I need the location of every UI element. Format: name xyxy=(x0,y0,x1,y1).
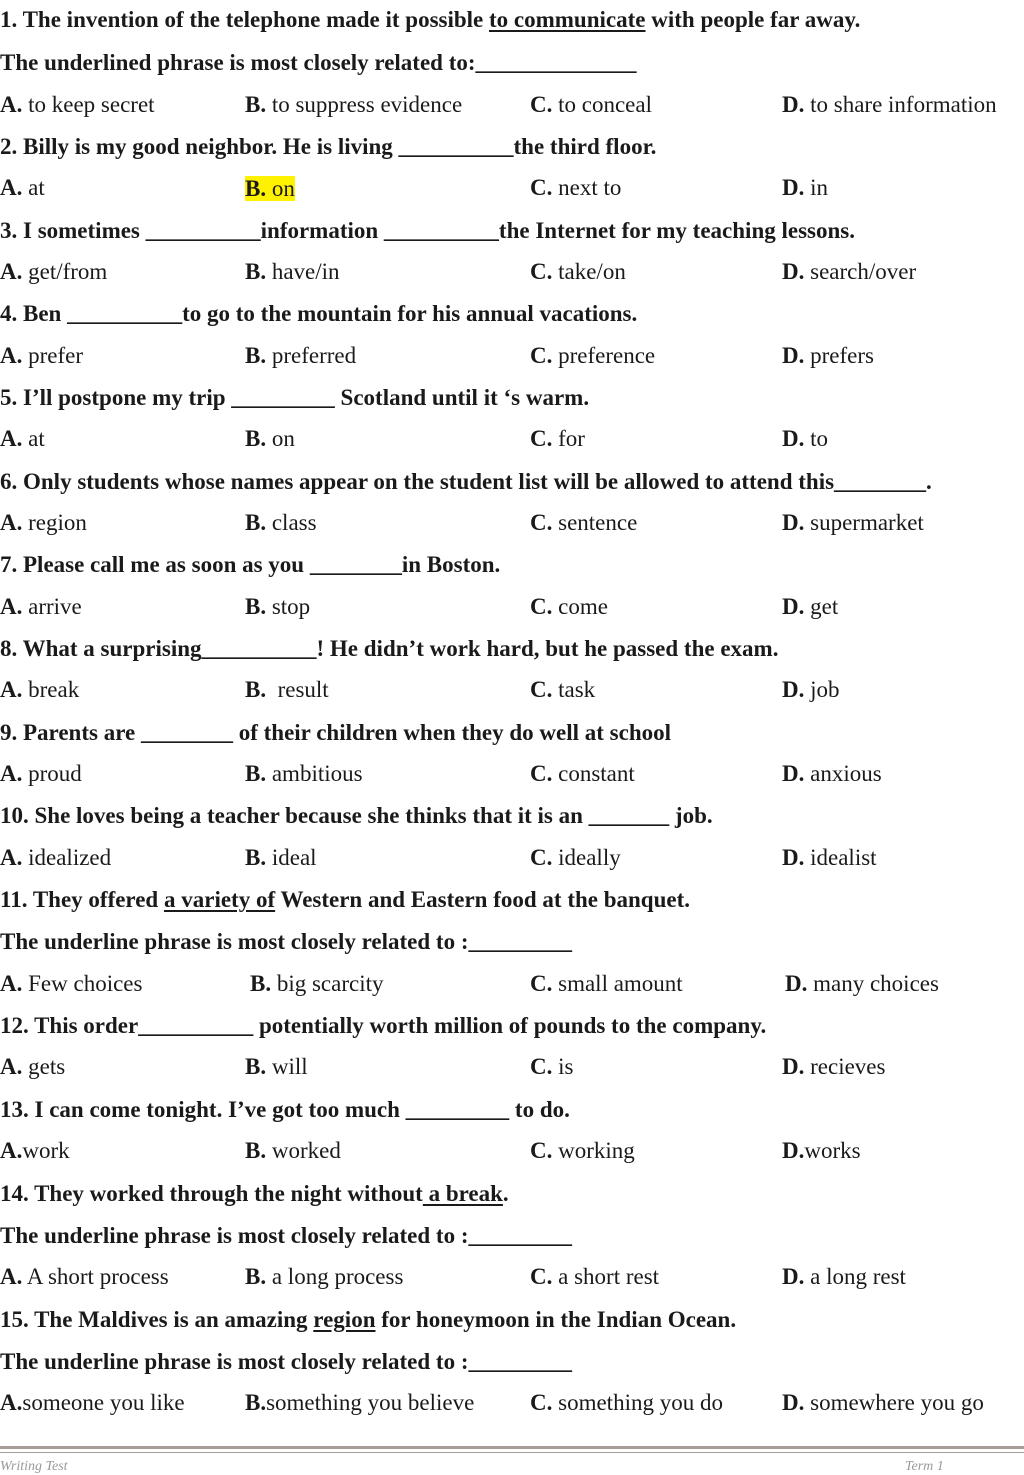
option-text: constant xyxy=(552,761,635,786)
option-text: a long rest xyxy=(804,1264,906,1289)
option-letter: C. xyxy=(530,259,553,284)
question-text: 7. Please call me as soon as you ________in Boston. xyxy=(0,552,501,577)
option-text: to share information xyxy=(804,92,997,117)
option-letter: D. xyxy=(782,1390,805,1415)
option-6-c[interactable] xyxy=(530,511,637,534)
question-text: 2. Billy is my good neighbor. He is living __________the third floor. xyxy=(0,134,657,159)
footer-left-text: Writing Test xyxy=(0,1459,68,1474)
underlined-phrase: a break xyxy=(422,1181,503,1206)
footer-rule xyxy=(0,1446,1024,1449)
option-text: idealized xyxy=(22,845,112,870)
question-13 xyxy=(0,1098,570,1121)
option-text: break xyxy=(22,677,80,702)
option-letter: D. xyxy=(785,971,808,996)
option-text: stop xyxy=(266,594,311,619)
footer-right-text: Term 1 xyxy=(905,1459,944,1474)
option-letter: D. xyxy=(782,845,805,870)
option-text: on xyxy=(266,426,295,451)
question-text: 4. Ben __________to go to the mountain for his annual vacations. xyxy=(0,301,638,326)
option-letter: C. xyxy=(530,1390,553,1415)
question-14-prompt: The underline phrase is most closely related to :_________ xyxy=(0,1223,572,1248)
question-2 xyxy=(0,135,656,158)
option-letter: B. xyxy=(245,343,267,368)
option-text: idealist xyxy=(804,845,877,870)
option-text: ideal xyxy=(266,845,317,870)
option-text: work xyxy=(22,1138,70,1163)
option-letter: D. xyxy=(782,259,805,284)
option-letter: A. xyxy=(0,1138,23,1163)
option-text: a long process xyxy=(266,1264,404,1289)
option-letter: B. xyxy=(245,92,267,117)
option-12-b[interactable] xyxy=(245,1055,308,1078)
footer-rule-thin xyxy=(0,1452,1024,1453)
option-text: at xyxy=(22,175,45,200)
option-text: preferred xyxy=(266,343,357,368)
question-text: 15. The Maldives is an amazing xyxy=(0,1307,314,1332)
option-letter: A. xyxy=(0,971,23,996)
option-text: result xyxy=(266,677,329,702)
option-letter: A. xyxy=(0,594,23,619)
option-letter: C. xyxy=(530,510,553,535)
option-letter: A. xyxy=(0,343,23,368)
option-text: class xyxy=(266,510,317,535)
option-11-d[interactable] xyxy=(785,972,939,995)
option-letter: A. xyxy=(0,1390,23,1415)
option-text: get/from xyxy=(22,259,108,284)
option-5-c[interactable] xyxy=(530,427,585,450)
option-letter: C. xyxy=(530,1138,553,1163)
option-text: many choices xyxy=(807,971,939,996)
option-text: preference xyxy=(552,343,656,368)
option-letter: D. xyxy=(782,1264,805,1289)
option-3-c[interactable] xyxy=(530,260,626,283)
option-letter: B. xyxy=(245,1138,267,1163)
option-text: anxious xyxy=(804,761,882,786)
option-3-a[interactable] xyxy=(0,260,107,283)
option-letter: D. xyxy=(782,594,805,619)
option-14-b[interactable] xyxy=(245,1265,403,1288)
option-text: search/over xyxy=(804,259,917,284)
option-9-c[interactable] xyxy=(530,762,635,785)
option-text: gets xyxy=(22,1054,66,1079)
option-4-b[interactable] xyxy=(245,344,356,367)
question-text: 6. Only students whose names appear on the student list will be allowed to attend this________. xyxy=(0,469,932,494)
question-12 xyxy=(0,1014,766,1037)
option-6-b[interactable] xyxy=(245,511,317,534)
option-letter: B. xyxy=(245,1054,267,1079)
option-10-a[interactable] xyxy=(0,846,111,869)
option-text: next to xyxy=(552,175,622,200)
option-letter: A. xyxy=(0,175,23,200)
option-11-c[interactable] xyxy=(530,972,683,995)
option-1-c[interactable] xyxy=(530,93,652,116)
option-7-b[interactable] xyxy=(245,595,310,618)
option-text: is xyxy=(552,1054,574,1079)
option-letter: D. xyxy=(782,761,805,786)
option-15-d[interactable] xyxy=(782,1391,984,1414)
option-15-b[interactable] xyxy=(245,1391,474,1414)
option-text: on xyxy=(266,176,295,201)
option-4-d[interactable] xyxy=(782,344,874,367)
question-text: 11. They offered xyxy=(0,887,164,912)
question-4 xyxy=(0,302,637,325)
option-letter: A. xyxy=(0,426,23,451)
option-14-c[interactable] xyxy=(530,1265,659,1288)
question-1 xyxy=(0,8,860,31)
option-text: come xyxy=(552,594,608,619)
option-text: task xyxy=(552,677,596,702)
question-text: . xyxy=(502,1181,509,1206)
option-text: big scarcity xyxy=(271,971,384,996)
question-11-prompt: The underline phrase is most closely related to :_________ xyxy=(0,929,572,954)
option-10-b[interactable] xyxy=(245,846,317,869)
option-5-b[interactable] xyxy=(245,427,295,450)
option-letter: C. xyxy=(530,1264,553,1289)
question-6 xyxy=(0,470,932,493)
option-7-a[interactable] xyxy=(0,595,82,618)
question-text: 13. I can come tonight. I’ve got too much _________ to do. xyxy=(0,1097,570,1122)
question-15-prompt: The underline phrase is most closely related to :_________ xyxy=(0,1349,572,1374)
question-text: 3. I sometimes __________information __________the Internet for my teaching lessons. xyxy=(0,218,855,243)
option-2-a[interactable] xyxy=(0,176,45,199)
option-text: someone you like xyxy=(22,1390,185,1415)
option-letter: B. xyxy=(245,594,267,619)
option-letter: A. xyxy=(0,845,23,870)
option-8-c[interactable] xyxy=(530,678,595,701)
question-9 xyxy=(0,721,671,744)
option-letter: C. xyxy=(530,175,553,200)
option-text: arrive xyxy=(22,594,82,619)
option-1-a[interactable] xyxy=(0,93,155,116)
option-text: will xyxy=(266,1054,308,1079)
option-3-d[interactable] xyxy=(782,260,916,283)
option-text: get xyxy=(804,594,839,619)
option-letter: C. xyxy=(530,594,553,619)
option-12-a[interactable] xyxy=(0,1055,65,1078)
option-letter: D. xyxy=(782,1138,805,1163)
option-3-b[interactable] xyxy=(245,260,340,283)
option-text: ideally xyxy=(552,845,621,870)
option-text: at xyxy=(22,426,45,451)
option-letter: A. xyxy=(0,92,23,117)
option-8-b[interactable] xyxy=(245,678,329,701)
option-7-c[interactable] xyxy=(530,595,608,618)
option-text: job xyxy=(804,677,840,702)
option-14-d[interactable] xyxy=(782,1265,906,1288)
option-text: prefer xyxy=(22,343,84,368)
question-text: 5. I’ll postpone my trip _________ Scotland until it ‘s warm. xyxy=(0,385,590,410)
option-7-d[interactable] xyxy=(782,595,838,618)
option-letter: B. xyxy=(245,761,267,786)
option-text: to suppress evidence xyxy=(266,92,463,117)
option-letter: A. xyxy=(0,1264,23,1289)
option-text: take/on xyxy=(552,259,626,284)
option-text: small amount xyxy=(552,971,683,996)
option-13-d[interactable] xyxy=(782,1139,861,1162)
option-letter: A. xyxy=(0,510,23,535)
question-text: 12. This order__________ potentially worth million of pounds to the company. xyxy=(0,1013,767,1038)
option-letter: A. xyxy=(0,1054,23,1079)
option-letter: B. xyxy=(245,677,267,702)
option-letter: D. xyxy=(782,175,805,200)
option-text: sentence xyxy=(552,510,638,535)
option-text: to keep secret xyxy=(22,92,155,117)
question-7 xyxy=(0,553,500,576)
option-11-a[interactable] xyxy=(0,972,142,995)
option-2-c[interactable] xyxy=(530,176,621,199)
option-letter: C. xyxy=(530,92,553,117)
option-letter: A. xyxy=(0,677,23,702)
option-13-b[interactable] xyxy=(245,1139,341,1162)
option-letter: C. xyxy=(530,1054,553,1079)
option-5-d[interactable] xyxy=(782,427,828,450)
question-text: 1. The invention of the telephone made it possible xyxy=(0,7,489,32)
option-text: Few choices xyxy=(22,971,143,996)
option-text: something you believe xyxy=(266,1390,475,1415)
option-text: a short rest xyxy=(552,1264,660,1289)
option-text: recieves xyxy=(804,1054,886,1079)
question-text: 10. She loves being a teacher because she thinks that it is an _______ job. xyxy=(0,803,713,828)
option-letter: C. xyxy=(530,845,553,870)
underlined-phrase: to communicate xyxy=(489,7,646,32)
underlined-phrase: a variety of xyxy=(163,887,276,912)
question-text: Western and Eastern food at the banquet. xyxy=(275,887,691,912)
option-text: ambitious xyxy=(266,761,363,786)
option-text: to conceal xyxy=(552,92,652,117)
option-text: region xyxy=(22,510,87,535)
option-11-b[interactable] xyxy=(250,972,384,995)
option-text: something you do xyxy=(552,1390,723,1415)
option-letter: B. xyxy=(245,1264,267,1289)
question-10 xyxy=(0,804,713,827)
question-3 xyxy=(0,219,855,242)
option-letter: B. xyxy=(250,971,272,996)
question-text: with people far away. xyxy=(645,7,861,32)
option-letter: C. xyxy=(530,761,553,786)
option-text: in xyxy=(804,175,829,200)
option-8-d[interactable] xyxy=(782,678,840,701)
option-letter: C. xyxy=(530,971,553,996)
option-14-a[interactable] xyxy=(0,1265,169,1288)
option-9-d[interactable] xyxy=(782,762,882,785)
option-letter: D. xyxy=(782,92,805,117)
option-5-a[interactable] xyxy=(0,427,45,450)
option-1-d[interactable] xyxy=(782,93,997,116)
question-11 xyxy=(0,888,690,911)
option-letter: D. xyxy=(782,677,805,702)
option-12-c[interactable] xyxy=(530,1055,573,1078)
option-12-d[interactable] xyxy=(782,1055,885,1078)
question-5 xyxy=(0,386,589,409)
option-4-a[interactable] xyxy=(0,344,83,367)
option-text: have/in xyxy=(266,259,340,284)
question-15 xyxy=(0,1308,736,1331)
option-13-c[interactable] xyxy=(530,1139,635,1162)
option-6-a[interactable] xyxy=(0,511,87,534)
option-10-c[interactable] xyxy=(530,846,621,869)
option-10-d[interactable] xyxy=(782,846,877,869)
question-text: 9. Parents are ________ of their children when they do well at school xyxy=(0,720,672,745)
option-letter: A. xyxy=(0,761,23,786)
option-1-b[interactable] xyxy=(245,93,462,116)
option-4-c[interactable] xyxy=(530,344,655,367)
option-15-c[interactable] xyxy=(530,1391,723,1414)
option-letter: B. xyxy=(245,1390,267,1415)
option-letter: C. xyxy=(530,677,553,702)
question-text: for honeymoon in the Indian Ocean. xyxy=(375,1307,737,1332)
option-text: worked xyxy=(266,1138,341,1163)
question-1-prompt: The underlined phrase is most closely related to:______________ xyxy=(0,50,637,75)
option-text: to xyxy=(804,426,829,451)
option-text: proud xyxy=(22,761,82,786)
option-letter: B. xyxy=(245,176,267,201)
underlined-phrase: region xyxy=(313,1307,376,1332)
option-letter: B. xyxy=(245,426,267,451)
option-letter: C. xyxy=(530,426,553,451)
question-14 xyxy=(0,1182,509,1205)
option-text: working xyxy=(552,1138,635,1163)
option-letter: D. xyxy=(782,1054,805,1079)
option-letter: D. xyxy=(782,343,805,368)
option-text: supermarket xyxy=(804,510,924,535)
option-8-a[interactable] xyxy=(0,678,79,701)
option-text: works xyxy=(804,1138,861,1163)
option-letter: D. xyxy=(782,426,805,451)
option-letter: C. xyxy=(530,343,553,368)
option-letter: A. xyxy=(0,259,23,284)
option-letter: B. xyxy=(245,259,267,284)
question-8 xyxy=(0,637,778,660)
option-9-a[interactable] xyxy=(0,762,82,785)
option-letter: B. xyxy=(245,510,267,535)
question-text: 14. They worked through the night without xyxy=(0,1181,423,1206)
option-9-b[interactable] xyxy=(245,762,363,785)
option-2-b[interactable] xyxy=(245,176,295,201)
option-2-d[interactable] xyxy=(782,176,828,199)
option-letter: D. xyxy=(782,510,805,535)
option-text: A short process xyxy=(22,1264,169,1289)
option-6-d[interactable] xyxy=(782,511,924,534)
option-15-a[interactable] xyxy=(0,1391,185,1414)
option-text: somewhere you go xyxy=(804,1390,984,1415)
option-text: for xyxy=(552,426,585,451)
option-13-a[interactable] xyxy=(0,1139,70,1162)
option-text: prefers xyxy=(804,343,874,368)
option-letter: B. xyxy=(245,845,267,870)
question-text: 8. What a surprising__________! He didn’t work hard, but he passed the exam. xyxy=(0,636,779,661)
